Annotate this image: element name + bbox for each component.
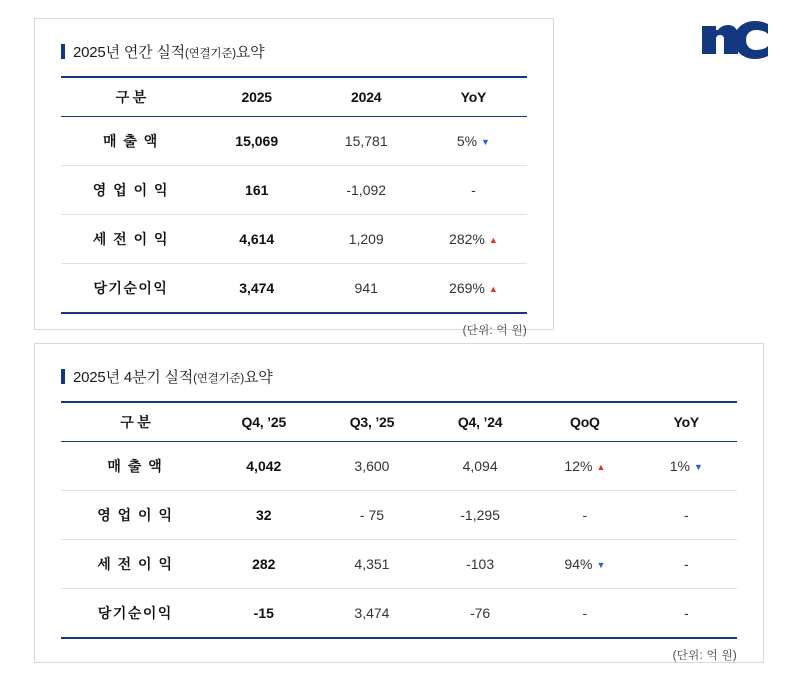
quarter-title-paren: (연결기준) bbox=[193, 373, 245, 385]
quarter-row-qoq: 12% ▲ bbox=[534, 442, 635, 491]
quarter-row-label: 당기순이익 bbox=[61, 589, 210, 639]
quarter-row-q4-25: 32 bbox=[210, 491, 318, 540]
annual-row-label: 세 전 이 익 bbox=[61, 215, 201, 264]
triangle-down-icon: ▼ bbox=[481, 137, 490, 147]
annual-col-category: 구 분 bbox=[61, 77, 201, 117]
table-row bbox=[61, 491, 737, 540]
annual-row-2024: 941 bbox=[313, 264, 420, 314]
triangle-down-icon: ▼ bbox=[693, 462, 703, 472]
quarter-col-qoq: QoQ bbox=[534, 402, 635, 442]
annual-row-2024: 1,209 bbox=[313, 215, 420, 264]
quarter-row-q4-24: -1,295 bbox=[426, 491, 534, 540]
annual-table bbox=[61, 76, 527, 314]
quarter-title-tail: 요약 bbox=[244, 369, 273, 386]
annual-title-paren: (연결기준) bbox=[184, 48, 236, 60]
quarter-row-q4-25: -15 bbox=[210, 589, 318, 639]
quarter-row-q3-25: - 75 bbox=[318, 491, 426, 540]
annual-row-2025: 161 bbox=[201, 166, 313, 215]
annual-row-2024: -1,092 bbox=[313, 166, 420, 215]
annual-summary-card bbox=[34, 18, 554, 337]
annual-unit-note: (단위: 억 원) bbox=[462, 325, 527, 337]
triangle-up-icon: ▲ bbox=[488, 235, 498, 245]
quarter-row-qoq: - bbox=[534, 491, 635, 540]
annual-row-label: 매 출 액 bbox=[61, 117, 201, 166]
quarter-col-category: 구 분 bbox=[61, 402, 210, 442]
quarter-row-qoq: - bbox=[534, 589, 635, 639]
quarterly-summary-card bbox=[34, 343, 764, 663]
quarter-row-yoy: - bbox=[636, 589, 737, 639]
quarter-table-header-row bbox=[61, 402, 737, 442]
quarter-row-yoy: 1% ▼ bbox=[636, 442, 737, 491]
quarter-col-q3-25: Q3, ’25 bbox=[318, 402, 426, 442]
quarter-row-q4-25: 4,042 bbox=[210, 442, 318, 491]
annual-row-2025: 4,614 bbox=[201, 215, 313, 264]
nc-logo bbox=[700, 18, 770, 62]
annual-row-label: 영 업 이 익 bbox=[61, 166, 201, 215]
annual-table-header-row bbox=[61, 77, 527, 117]
quarter-row-q3-25: 4,351 bbox=[318, 540, 426, 589]
annual-section-title bbox=[61, 41, 527, 62]
quarter-unit-note: (단위: 억 원) bbox=[672, 650, 737, 662]
triangle-up-icon: ▲ bbox=[488, 284, 498, 294]
annual-title-main: 2025년 연간 실적 bbox=[73, 44, 185, 61]
annual-row-yoy: 282% ▲ bbox=[420, 215, 527, 264]
quarter-row-q4-24: -76 bbox=[426, 589, 534, 639]
quarter-section-title bbox=[61, 366, 737, 387]
table-row bbox=[61, 215, 527, 264]
title-accent-bar bbox=[61, 44, 65, 59]
quarter-col-q4-25: Q4, ’25 bbox=[210, 402, 318, 442]
annual-row-2025: 3,474 bbox=[201, 264, 313, 314]
quarter-row-label: 매 출 액 bbox=[61, 442, 210, 491]
triangle-up-icon: ▲ bbox=[596, 462, 606, 472]
table-row bbox=[61, 589, 737, 639]
quarter-row-q4-24: 4,094 bbox=[426, 442, 534, 491]
title-accent-bar bbox=[61, 369, 65, 384]
quarter-col-q4-24: Q4, ’24 bbox=[426, 402, 534, 442]
quarter-row-label: 영 업 이 익 bbox=[61, 491, 210, 540]
table-row bbox=[61, 166, 527, 215]
quarter-row-q3-25: 3,600 bbox=[318, 442, 426, 491]
table-row bbox=[61, 442, 737, 491]
quarter-row-yoy: - bbox=[636, 540, 737, 589]
annual-row-label: 당기순이익 bbox=[61, 264, 201, 314]
quarter-title-main: 2025년 4분기 실적 bbox=[73, 369, 194, 386]
annual-row-2024: 15,781 bbox=[313, 117, 420, 166]
table-row bbox=[61, 117, 527, 166]
quarter-row-q4-24: -103 bbox=[426, 540, 534, 589]
quarter-row-qoq: 94% ▼ bbox=[534, 540, 635, 589]
triangle-down-icon: ▼ bbox=[596, 560, 606, 570]
annual-row-yoy: 269% ▲ bbox=[420, 264, 527, 314]
annual-row-yoy: - bbox=[420, 166, 527, 215]
annual-row-2025: 15,069 bbox=[201, 117, 313, 166]
quarter-row-label: 세 전 이 익 bbox=[61, 540, 210, 589]
annual-title-tail: 요약 bbox=[235, 44, 265, 61]
quarter-row-q3-25: 3,474 bbox=[318, 589, 426, 639]
table-row bbox=[61, 540, 737, 589]
table-row bbox=[61, 264, 527, 314]
quarter-col-yoy: YoY bbox=[636, 402, 737, 442]
quarter-row-q4-25: 282 bbox=[210, 540, 318, 589]
quarter-row-yoy: - bbox=[636, 491, 737, 540]
annual-col-2025: 2025 bbox=[201, 77, 313, 117]
annual-col-2024: 2024 bbox=[313, 77, 420, 117]
quarterly-table bbox=[61, 401, 737, 639]
annual-row-yoy: 5% ▼ bbox=[420, 117, 527, 166]
annual-col-yoy: YoY bbox=[420, 77, 527, 117]
